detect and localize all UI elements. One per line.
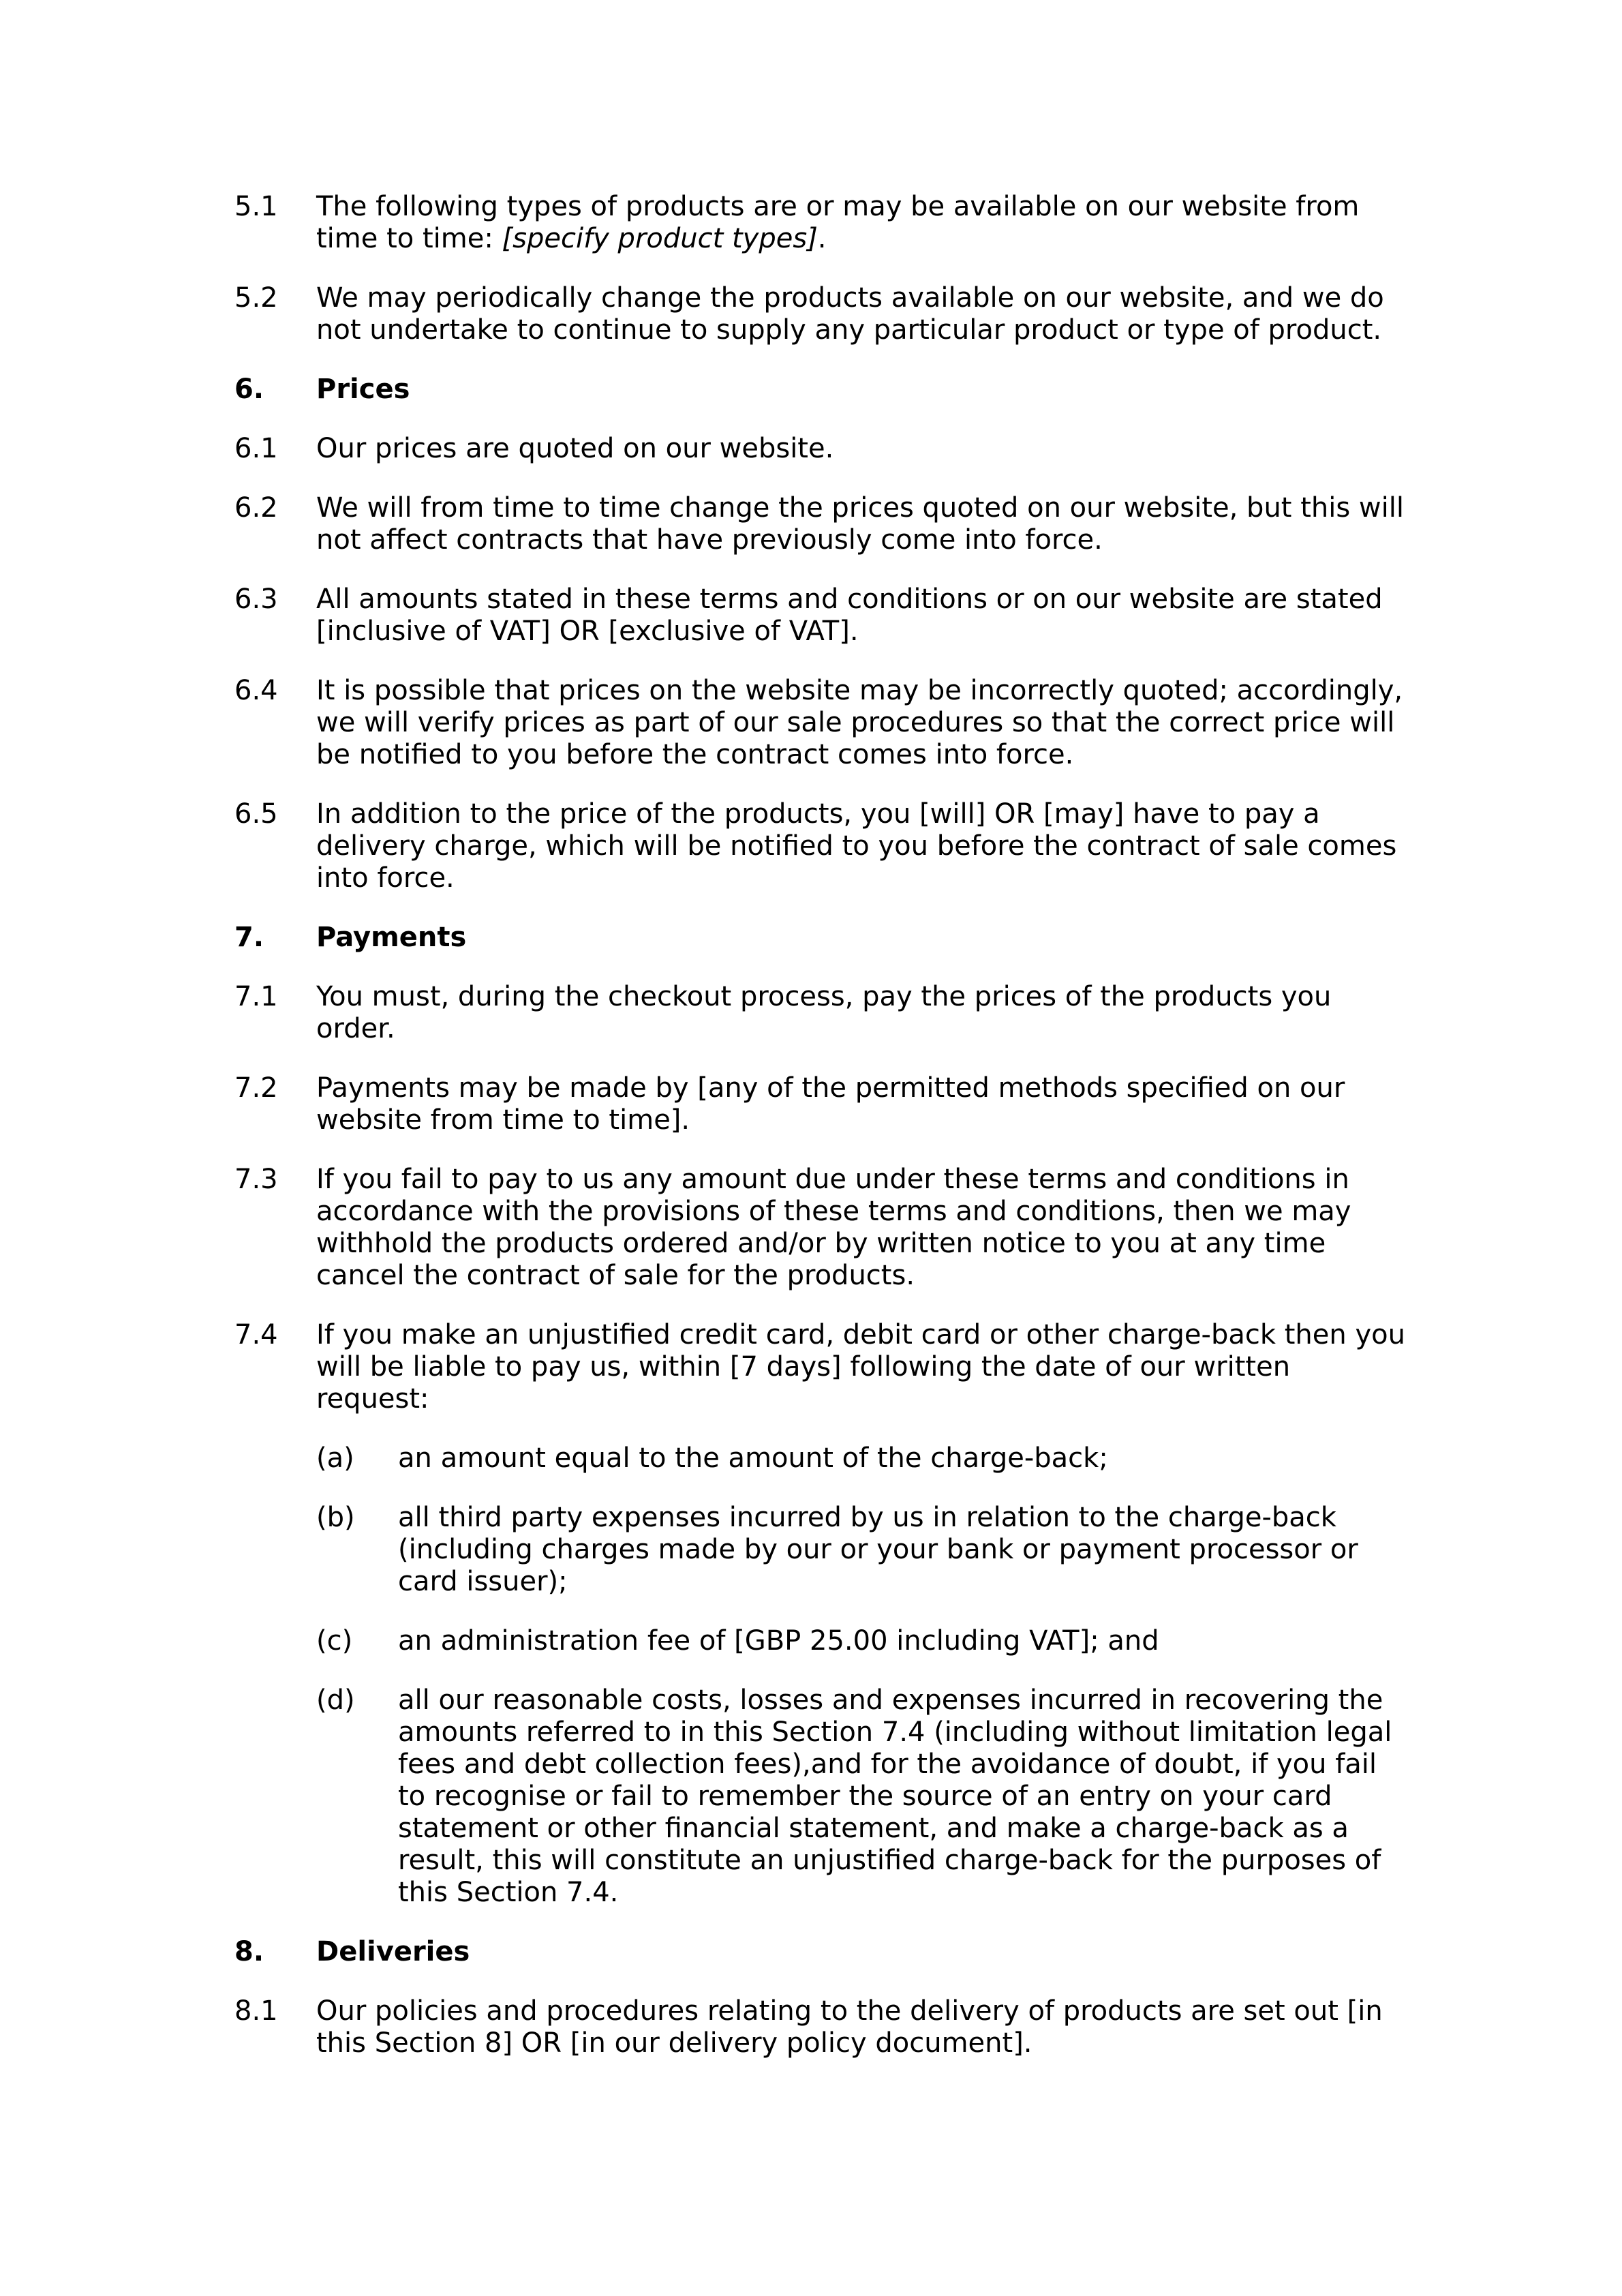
clause-8-1 <box>234 1995 1407 2059</box>
subclause-text: an amount equal to the amount of the charge-back; <box>398 1442 1108 1474</box>
clause-7-4-b <box>316 1502 1407 1598</box>
clause-6-5 <box>234 798 1407 894</box>
clause-6-3 <box>234 584 1407 648</box>
subclause-text: all third party expenses incurred by us in relation to the charge-back (including charges made by our or your bank or payment processor or card issuer); <box>398 1502 1358 1597</box>
clause-text: The following types of products are or may be available on our website from time to time: <box>316 191 1360 254</box>
clause-text: We may periodically change the products available on our website, and we do not undertake to continue to supply any particular product or type of product. <box>316 282 1384 346</box>
subclause-letter: (c) <box>316 1625 353 1657</box>
section-title: Deliveries <box>316 1936 470 1967</box>
clause-number: 7.2 <box>234 1072 278 1104</box>
document-page <box>234 191 1407 2087</box>
section-title: Prices <box>316 374 410 405</box>
clause-7-3 <box>234 1164 1407 1292</box>
section-title: Payments <box>316 922 467 953</box>
clause-6-1 <box>234 433 1407 465</box>
clause-7-1 <box>234 981 1407 1045</box>
section-heading-7 <box>234 922 1407 954</box>
clause-text: In addition to the price of the products, you [will] OR [may] have to pay a delivery charge, which will be notified to you before the contract of sale comes into force. <box>316 798 1397 894</box>
section-number: 6. <box>234 374 264 405</box>
subclause-letter: (a) <box>316 1442 354 1474</box>
clause-text: If you make an unjustified credit card, debit card or other charge-back then you will be liable to pay us, within [7 days] following the date of our written request: <box>316 1319 1405 1415</box>
clause-placeholder: [specify product types] <box>502 223 818 254</box>
subclause-text: an administration fee of [GBP 25.00 including VAT]; and <box>398 1625 1159 1657</box>
clause-text: If you fail to pay to us any amount due under these terms and conditions in accordance with the provisions of these terms and conditions, then we may withhold the products ordered and/or by written notice to you at any time cancel the contract of sale for the products. <box>316 1164 1351 1291</box>
clause-number: 5.2 <box>234 282 278 314</box>
clause-number: 7.1 <box>234 981 278 1012</box>
clause-5-2 <box>234 282 1407 346</box>
clause-7-4-d <box>316 1685 1407 1909</box>
section-heading-8 <box>234 1936 1407 1968</box>
clause-text: Our policies and procedures relating to the delivery of products are set out [in this Section 8] OR [in our delivery policy document]. <box>316 1995 1383 2059</box>
subclause-letter: (d) <box>316 1685 355 1716</box>
clause-number: 7.4 <box>234 1319 278 1350</box>
subclause-text: all our reasonable costs, losses and expenses incurred in recovering the amounts referred to in this Section 7.4 (including without limitation legal fees and debt collection fees),and for the avoidance of doubt, if you fail to recognise or fail to remember the source of an entry on your card statement or other financial statement, and make a charge-back as a result, this will constitute an unjustified charge-back for the purposes of this Section 7.4. <box>398 1685 1392 1908</box>
clause-text: You must, during the checkout process, pay the prices of the products you order. <box>316 981 1332 1044</box>
clause-6-4 <box>234 675 1407 771</box>
clause-7-2 <box>234 1072 1407 1136</box>
clause-number: 6.5 <box>234 798 278 830</box>
clause-number: 6.3 <box>234 584 278 615</box>
clause-text: It is possible that prices on the website may be incorrectly quoted; accordingly, we will verify prices as part of our sale procedures so that the correct price will be notified to you before the contract comes into force. <box>316 675 1403 770</box>
clause-text: All amounts stated in these terms and conditions or on our website are stated [inclusive of VAT] OR [exclusive of VAT]. <box>316 584 1383 647</box>
clause-5-1 <box>234 191 1407 255</box>
clause-number: 6.2 <box>234 492 278 524</box>
clause-number: 7.3 <box>234 1164 278 1195</box>
clause-text: Our prices are quoted on our website. <box>316 433 834 464</box>
section-number: 8. <box>234 1936 264 1967</box>
subclause-letter: (b) <box>316 1502 355 1533</box>
clause-7-4 <box>234 1319 1407 1415</box>
clause-text: We will from time to time change the prices quoted on our website, but this will not affect contracts that have previously come into force. <box>316 492 1404 556</box>
clause-7-4-a <box>316 1442 1407 1475</box>
clause-number: 6.1 <box>234 433 278 464</box>
clause-number: 5.1 <box>234 191 278 222</box>
clause-6-2 <box>234 492 1407 556</box>
clause-number: 6.4 <box>234 675 278 706</box>
clause-text-end: . <box>817 223 827 254</box>
clause-7-4-c <box>316 1625 1407 1657</box>
clause-text: Payments may be made by [any of the permitted methods specified on our website from time to time]. <box>316 1072 1345 1136</box>
section-number: 7. <box>234 922 264 953</box>
section-heading-6 <box>234 374 1407 406</box>
clause-number: 8.1 <box>234 1995 278 2027</box>
